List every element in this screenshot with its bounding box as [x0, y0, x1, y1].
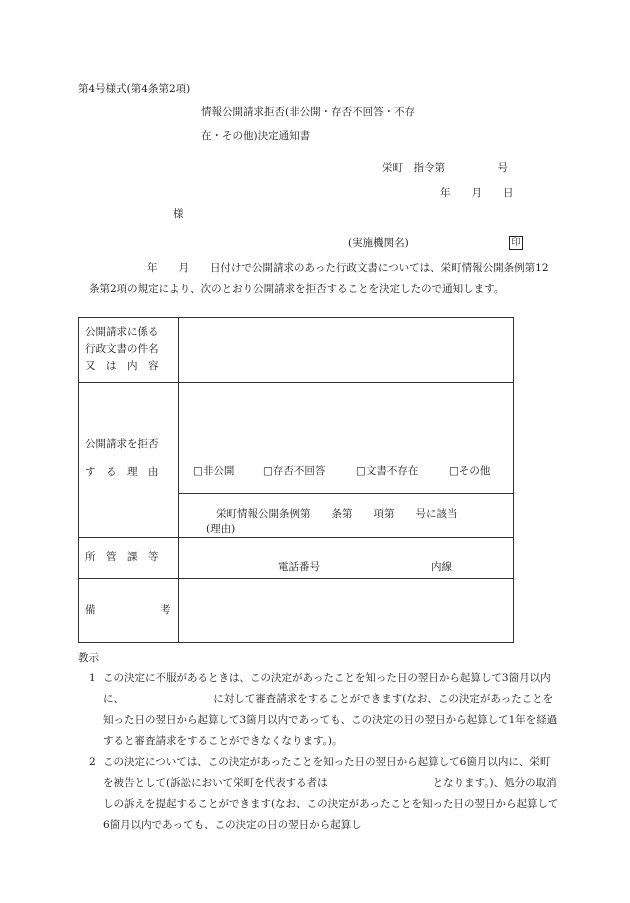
reason-value-cell: [179, 383, 514, 538]
table-row-department: [79, 538, 514, 579]
checkbox-nondisclosure[interactable]: □非公開: [193, 465, 235, 477]
department-value-cell[interactable]: [179, 538, 514, 579]
title-line-1: 情報公開請求拒否(非公開・存否不回答・不存: [201, 106, 416, 118]
remarks-label-cell: [79, 579, 179, 643]
note-number-1: 1: [89, 672, 96, 684]
reason-label-line-2: す る 理 由: [85, 466, 159, 478]
subject-label-line-3: 又 は 内 容: [85, 360, 159, 372]
note-number-2: 2: [89, 756, 96, 768]
document-number: 栄町 指令第 号: [382, 162, 508, 174]
note-item-1: [89, 668, 559, 752]
note-text-1: この決定に不服があるときは、この決定があったことを知った日の翌日から起算して3箇月以内に、 に対して審査請求をすることができます(なお、この決定があったことを知った日の翌日から起算して3箇月以内であっても、この決定の日の翌日から起算して1年を経過すると審査請求をすることができなくなります。)。: [103, 672, 558, 747]
subject-value-cell[interactable]: [179, 318, 514, 383]
remarks-label-right: 考: [160, 604, 171, 616]
table-row-subject: [79, 318, 514, 383]
remarks-value-cell[interactable]: [179, 579, 514, 643]
addressee-suffix: 様: [173, 208, 184, 220]
phone-label: 電話番号: [278, 561, 320, 573]
subject-label-line-1: 公開請求に係る: [85, 326, 159, 338]
note-text-2: この決定については、この決定があったことを知った日の翌日から起算して6箇月以内に、栄町を被告として(訴訟において栄町を代表する者は となります。)、処分の取消しの訴えを提起することができます(なお、この決定があったことを知った日の翌日から起算して6箇月以内であっても、この決定の日の翌日から起算し: [103, 756, 559, 831]
body-paragraph: 年 月 日付けで公開請求のあった行政文書については、栄町情報公開条例第12条第2項の規定により、次のとおり公開請求を拒否することを決定したので通知します。: [89, 262, 549, 295]
department-label: 所 管 課 等: [85, 551, 159, 563]
notes-heading: 教示: [78, 652, 99, 664]
checkbox-existence-refusal[interactable]: □存否不回答: [263, 465, 326, 477]
table-row-remarks: [79, 579, 514, 643]
decision-table: [78, 317, 514, 643]
subject-label-cell: [79, 318, 179, 383]
remarks-label-left: 備: [85, 604, 96, 616]
note-item-2: [89, 752, 559, 836]
department-label-cell: [79, 538, 179, 579]
reason-label: (理由): [206, 523, 236, 535]
reason-label-cell: [79, 383, 179, 538]
ordinance-line: 栄町情報公開条例第 条第 項第 号に該当: [216, 508, 458, 520]
extension-label: 内線: [431, 561, 452, 573]
form-number: 第4号様式(第4条第2項): [78, 83, 191, 95]
checkbox-nonexistent[interactable]: □文書不存在: [356, 465, 419, 477]
checkbox-other[interactable]: □その他: [449, 465, 491, 477]
notes-list: [89, 668, 559, 836]
reason-divider: [179, 493, 513, 494]
date-line: 年 月 日: [440, 187, 514, 199]
title-line-2: 在・その他)決定通知書: [201, 130, 311, 142]
seal-mark: 印: [509, 236, 523, 250]
table-row-reason: [79, 383, 514, 538]
reason-label-line-1: 公開請求を拒否: [85, 438, 159, 450]
subject-label-line-2: 行政文書の件名: [85, 343, 159, 355]
institution-label: (実施機関名): [348, 237, 409, 249]
